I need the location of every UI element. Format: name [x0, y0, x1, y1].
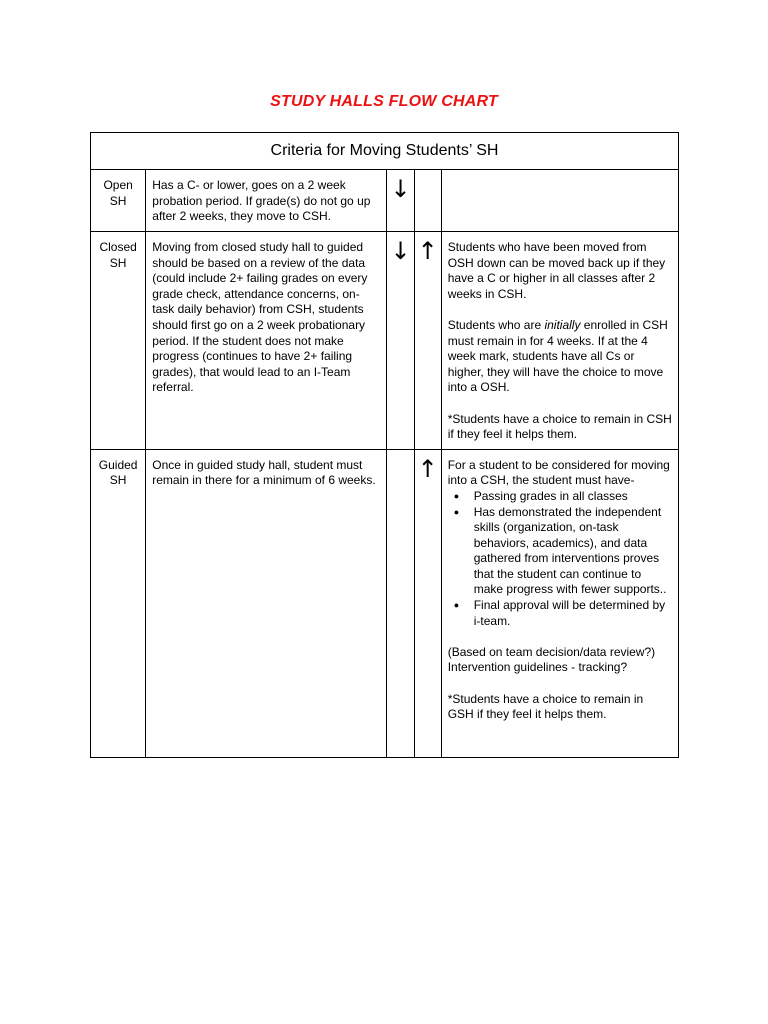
up-arrow-cell-closed-sh	[414, 232, 441, 450]
criteria-table	[90, 132, 679, 758]
criteria-bullet-list	[448, 489, 672, 629]
bullet-item: ● Has demonstrated the independent skills (organization, on-task behaviors, academics), and data gathered from interventions proves that the student can continue to make progress with fewer supports..	[448, 505, 672, 599]
down-arrow-cell-guided-sh	[387, 449, 414, 757]
note-paragraph	[448, 318, 672, 396]
note-text: enrolled in CSH must remain in for 4 weeks. If at the 4 week mark, students have all Cs or higher, they will have the choice to move into a OSH.	[447, 317, 668, 395]
note-text: Students who are	[447, 317, 545, 332]
row-label-open-sh	[91, 170, 146, 232]
row-description-guided-sh: Once in guided study hall, student must remain in there for a minimum of 6 weeks.	[146, 449, 387, 757]
row-label-text: Closed SH	[99, 240, 137, 270]
note-paragraph: *Students have a choice to remain in CSH if they feel it helps them.	[447, 411, 672, 442]
down-arrow-cell-closed-sh	[387, 232, 414, 450]
note-paragraph: Students who have been moved from OSH down can be moved back up if they have a C or higher in all classes after 2 weeks in CSH.	[447, 240, 666, 301]
row-notes-open-sh	[441, 170, 678, 232]
down-arrow-icon: ↓	[390, 237, 411, 265]
up-arrow-icon: ↑	[417, 237, 438, 265]
down-arrow-icon: ↓	[390, 175, 411, 203]
table-row-open-sh	[91, 170, 679, 232]
note-emphasis: initially	[544, 317, 581, 332]
document-title: STUDY HALLS FLOW CHART	[270, 93, 498, 110]
note-paragraph: *Students have a choice to remain in GSH if they feel it helps them.	[447, 691, 644, 722]
row-label-text: Guided SH	[98, 457, 138, 488]
row-description-closed-sh: Moving from closed study hall to guided should be based on a review of the data (could include 2+ failing grades on every grade check, attendance concerns, on-task daily behavior) from CSH, students should first go on a 2 week probationary period. If the student does not make progress (continues to have 2+ failing grades), that would lead to an I-Team referral.	[146, 232, 387, 450]
table-header: Criteria for Moving Students’ SH	[91, 133, 679, 170]
table-header-row	[91, 133, 679, 170]
table-row-closed-sh	[91, 232, 679, 450]
row-label-closed-sh	[91, 232, 146, 450]
up-arrow-cell-guided-sh	[414, 449, 441, 757]
row-label-guided-sh	[91, 449, 146, 757]
up-arrow-cell-open-sh	[414, 170, 441, 232]
row-description-open-sh: Has a C- or lower, goes on a 2 week probation period. If grade(s) do not go up after 2 weeks, they move to CSH.	[146, 170, 387, 232]
table-row-guided-sh	[91, 449, 679, 757]
down-arrow-cell-open-sh	[387, 170, 414, 232]
note-intro: For a student to be considered for moving into a CSH, the student must have-	[447, 457, 670, 488]
row-notes-closed-sh	[441, 232, 678, 450]
row-label-text: Open SH	[103, 178, 133, 208]
bullet-item: ● Final approval will be determined by i-team.	[448, 598, 672, 629]
note-paragraph: (Based on team decision/data review?) Intervention guidelines - tracking?	[447, 644, 656, 675]
up-arrow-icon: ↑	[417, 454, 438, 483]
bullet-item: ● Passing grades in all classes	[448, 489, 672, 505]
row-notes-guided-sh	[441, 449, 678, 757]
